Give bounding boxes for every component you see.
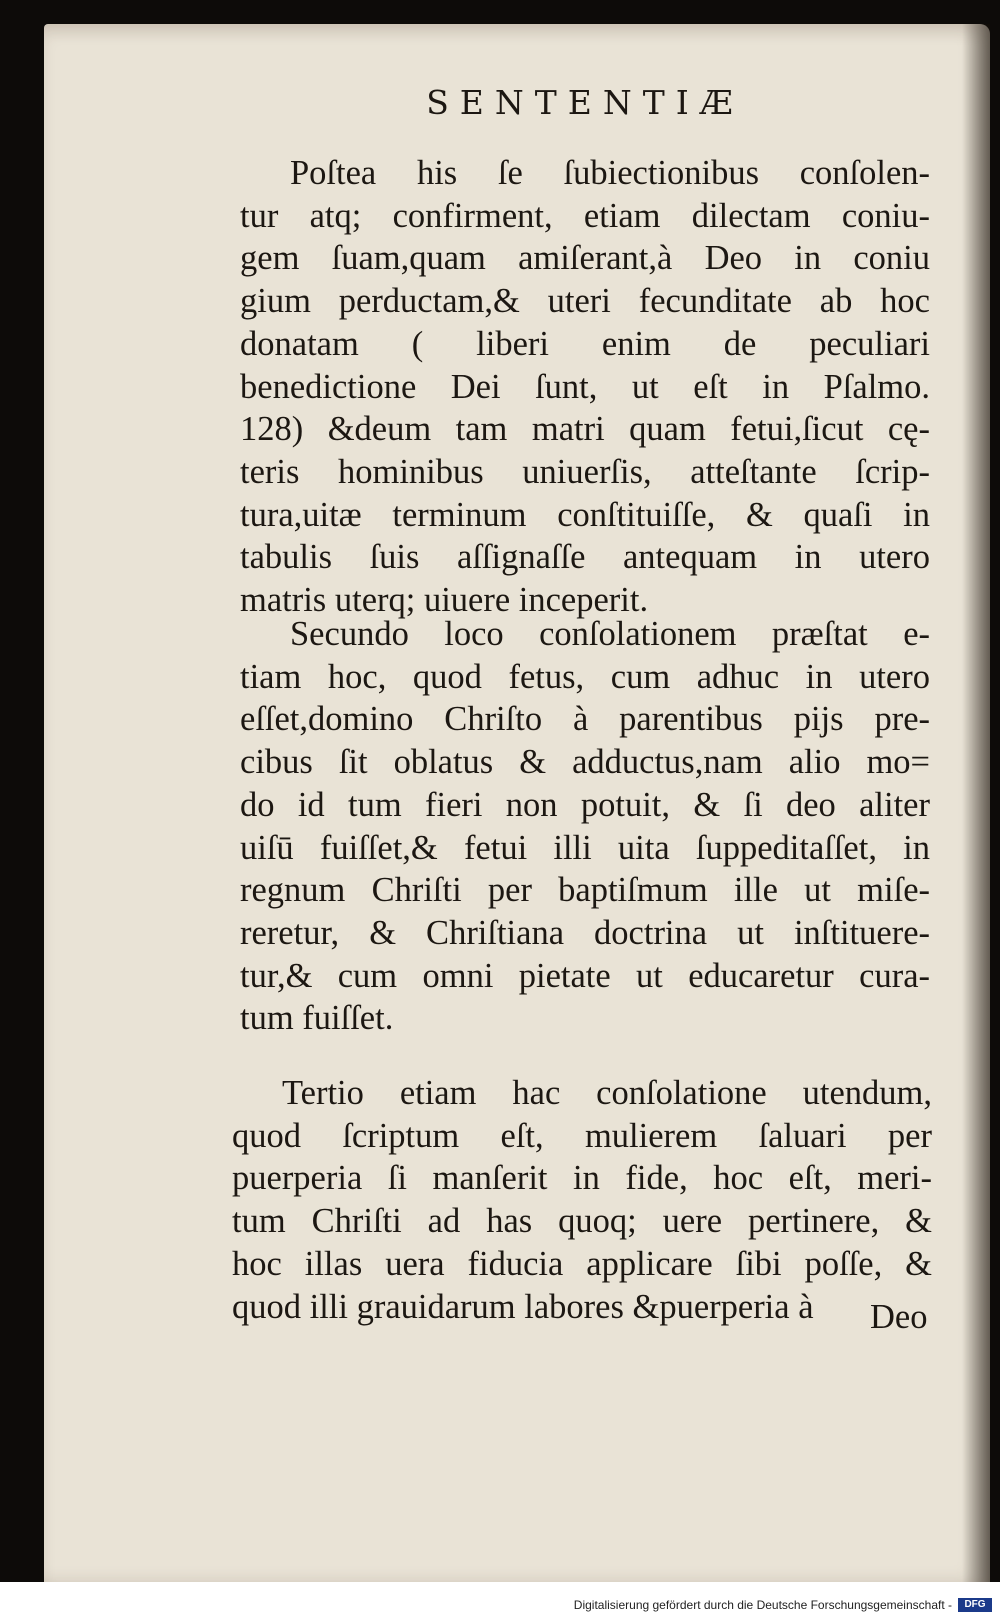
catchword: Deo xyxy=(870,1298,928,1336)
text-line: puerperia ſi manſerit in fide, hoc eſt, meri- xyxy=(232,1159,932,1198)
text-line: Poſtea his ſe ſubiectionibus conſolen- xyxy=(290,154,930,192)
text-line: Tertio etiam hac conſolatione utendum, xyxy=(282,1074,932,1112)
text-line: tiam hoc, quod fetus, cum adhuc in utero xyxy=(240,657,930,696)
page-spine-shadow xyxy=(962,24,990,1584)
text-line: reretur, & Chriſtiana doctrina ut inſtituere- xyxy=(240,913,930,952)
running-head: SENTENTIÆ xyxy=(426,83,744,122)
text-line: Secundo loco conſolationem præſtat e- xyxy=(290,615,930,653)
dfg-logo: DFG xyxy=(958,1598,992,1612)
text-line: regnum Chriſti per baptiſmum ille ut miſe- xyxy=(240,871,930,910)
text-line: quod ſcriptum eſt, mulierem ſaluari per xyxy=(232,1116,932,1155)
text-line: eſſet,domino Chriſto à parentibus pijs pre- xyxy=(240,700,930,739)
text-line: donatam ( liberi enim de peculiari xyxy=(240,324,930,363)
paragraph-2 xyxy=(240,613,930,1040)
paragraph-3 xyxy=(232,1072,932,1328)
text-line: tur,& cum omni pietate ut educaretur cura- xyxy=(240,956,930,995)
footer-credit: Digitalisierung gefördert durch die Deutsche Forschungsgemeinschaft - xyxy=(573,1598,952,1612)
text-line: gem ſuam,quam amiſerant,à Deo in coniu xyxy=(240,239,930,278)
text-line: benedictione Dei ſunt, ut eſt in Pſalmo. xyxy=(240,367,930,406)
text-line: quod illi grauidarum labores &puerperia à xyxy=(232,1287,814,1326)
text-line: tum Chriſti ad has quoq; uere pertinere, & xyxy=(232,1202,932,1241)
text-line: cibus ſit oblatus & adductus,nam alio mo= xyxy=(240,743,930,782)
text-line: tur atq; confirment, etiam dilectam coniu- xyxy=(240,196,930,235)
text-line: tabulis ſuis aſſignaſſe antequam in utero xyxy=(240,538,930,577)
paragraph-1 xyxy=(240,152,930,622)
text-line: teris hominibus uniuerſis, atteſtante ſcrip- xyxy=(240,452,930,491)
text-line: do id tum fieri non potuit, & ſi deo aliter xyxy=(240,785,930,824)
text-line: matris uterq; uiuere inceperit. xyxy=(240,581,649,620)
digitization-footer xyxy=(0,1582,1000,1620)
text-line: hoc illas uera fiducia applicare ſibi poſſe, & xyxy=(232,1244,932,1283)
text-line: 128) &deum tam matri quam fetui,ſicut cę- xyxy=(240,410,930,449)
text-line: uiſū fuiſſet,& fetui illi uita ſuppeditaſſet, in xyxy=(240,828,930,867)
text-line: tum fuiſſet. xyxy=(240,999,394,1038)
text-line: tura,uitæ terminum conſtituiſſe, & quaſi in xyxy=(240,495,930,534)
text-line: gium perductam,& uteri fecunditate ab hoc xyxy=(240,282,930,321)
